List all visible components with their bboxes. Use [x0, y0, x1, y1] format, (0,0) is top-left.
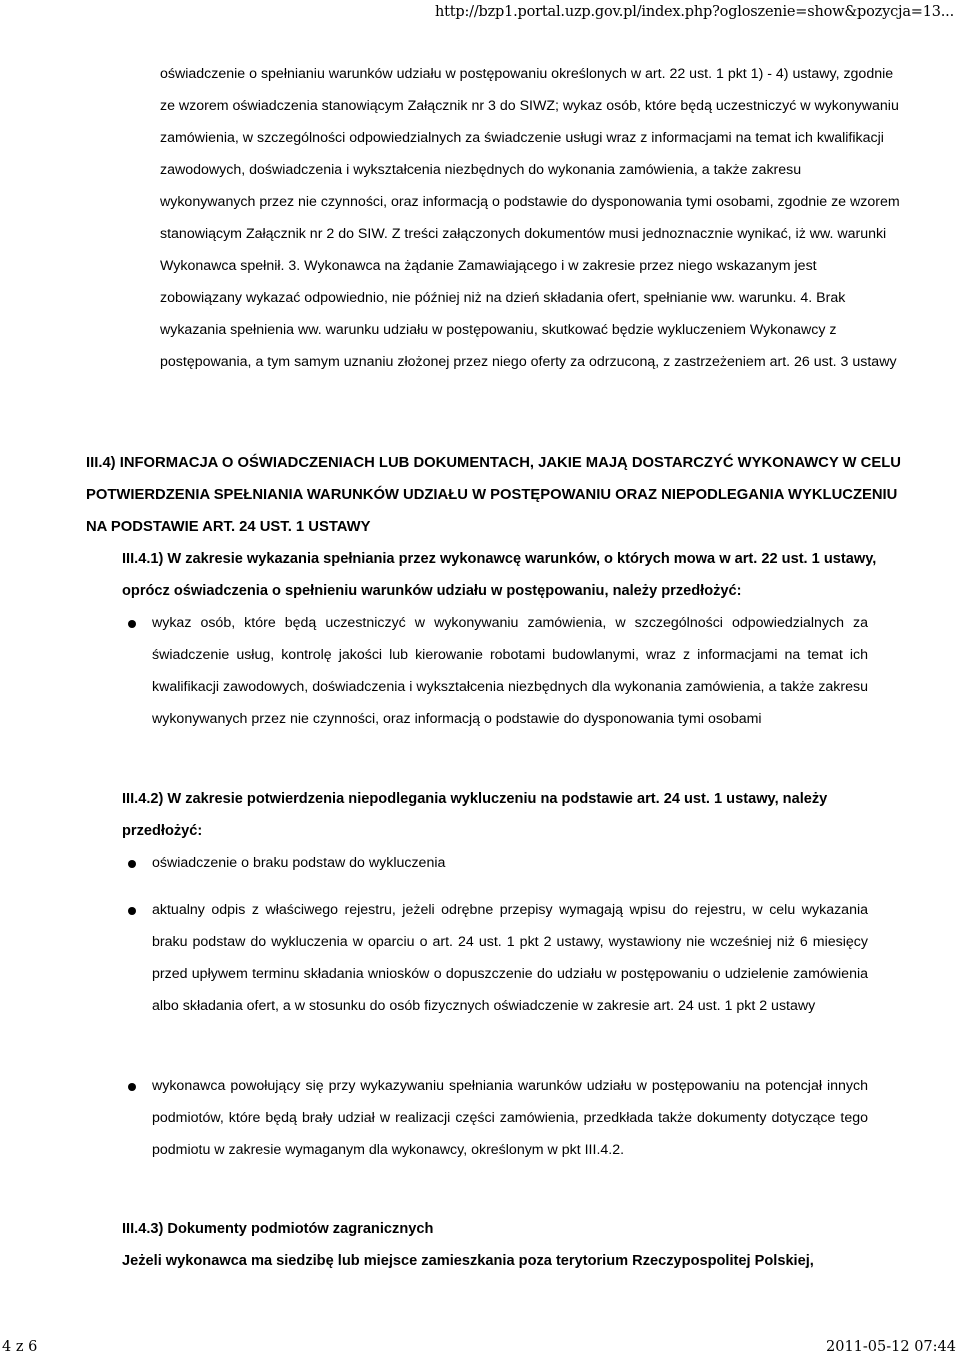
- page-number: 4 z 6: [2, 1339, 38, 1355]
- bullet-icon: [128, 1083, 136, 1091]
- intro-paragraph: oświadczenie o spełnianiu warunków udziału w postępowaniu określonych w art. 22 ust. 1 pkt 1) - 4) ustawy, zgodnie ze wzorem oświadczenia stanowiącym Załącznik nr 3 do SIWZ; wykaz osób, które będą uczestniczyć w wykonywaniu zamówienia, w szczególności odpowiedzialnych za świadczenie usługi wraz z informacjami na temat ich kwalifikacji zawodowych, doświadczenia i wykształcenia niezbędnych do wykonania zamówienia, a także zakresu wykonywanych przez nie czynności, oraz informacją o podstawie do dysponowania tymi osobami, zgodnie ze wzorem stanowiącym Załącznik nr 2 do SIW. Z treści załączonych dokumentów musi jednoznacznie wynikać, iż ww. warunki Wykonawca spełnił. 3. Wykonawca na żądanie Zamawiającego i w zakresie przez niego wskazanym jest zobowiązany wykazać odpowiednio, nie później niż na dzień składania ofert, spełnianie ww. warunku. 4. Brak wykazania spełnienia ww. warunku udziału w postępowaniu, skutkować będzie wykluczeniem Wykonawcy z postępowania, a tym samym uznaniu złożonej przez niego oferty za odrzuconą, z zastrzeżeniem art. 26 ust. 3 ustawy: [160, 66, 900, 370]
- list-item-text: wykaz osób, które będą uczestniczyć w wykonywaniu zamówienia, w szczególności odpowiedzialnych za świadczenie usług, kontrolę jakości lub kierowanie robotami budowlanymi, wraz z informacjami na temat ich kwalifikacji zawodowych, doświadczenia i wykształcenia niezbędnych dla wykonania zamówienia, a także zakresu wykonywanych przez nie czynności, oraz informacją o podstawie do dysponowania tymi osobami: [152, 615, 868, 727]
- subsection-heading-1: III.4.1) W zakresie wykazania spełniania przez wykonawcę warunków, o których mowa w art. 22 ust. 1 ustawy, oprócz oświadczenia o spełnieniu warunków udziału w postępowaniu, należy przedłożyć:: [122, 551, 877, 599]
- list-item-text: aktualny odpis z właściwego rejestru, jeżeli odrębne przepisy wymagają wpisu do rejestru, w celu wykazania braku podstaw do wykluczenia w oparciu o art. 24 ust. 1 pkt 2 ustawy, wystawiony nie wcześniej niż 6 miesięcy przed upływem terminu składania wniosków o dopuszczenie do udziału w postępowaniu o udzielenie zamówienia albo składania ofert, a w stosunku do osób fizycznych oświadczenie w zakresie art. 24 ust. 1 pkt 2 ustawy: [152, 902, 868, 1014]
- print-datetime: 2011-05-12 07:44: [826, 1339, 956, 1355]
- subsection-2-list-a: [128, 847, 868, 879]
- subsection-heading-2: III.4.2) W zakresie potwierdzenia niepodlegania wykluczeniu na podstawie art. 24 ust. 1 ustawy, należy przedłożyć:: [122, 791, 828, 839]
- bullet-icon: [128, 860, 136, 868]
- subsection-1-list: [128, 607, 868, 735]
- list-item-text: oświadczenie o braku podstaw do wykluczenia: [152, 855, 446, 871]
- list-item: [128, 847, 868, 879]
- page-url-header: http://bzp1.portal.uzp.gov.pl/index.php?ogloszenie=show&pozycja=13...: [434, 4, 954, 20]
- list-item: [128, 1070, 868, 1166]
- subsection-2-list-b: [128, 894, 868, 1022]
- list-item-text: wykonawca powołujący się przy wykazywaniu spełniania warunków udziału w postępowaniu na potencjał innych podmiotów, które będą brały udział w realizacji części zamówienia, przedkłada także dokumenty dotyczące tego podmiotu w zakresie wymaganym dla wykonawcy, określonym w pkt III.4.2.: [152, 1078, 868, 1158]
- subsection-heading-3: III.4.3) Dokumenty podmiotów zagranicznych: [122, 1221, 434, 1237]
- bullet-icon: [128, 620, 136, 628]
- subsection-3-text: Jeżeli wykonawca ma siedzibę lub miejsce zamieszkania poza terytorium Rzeczypospolitej Polskiej,: [122, 1253, 814, 1269]
- list-item: [128, 607, 868, 735]
- bullet-icon: [128, 907, 136, 915]
- list-item: [128, 894, 868, 1022]
- subsection-2-list-c: [128, 1070, 868, 1166]
- section-heading: III.4) INFORMACJA O OŚWIADCZENIACH LUB DOKUMENTACH, JAKIE MAJĄ DOSTARCZYĆ WYKONAWCY W CELU POTWIERDZENIA SPEŁNIANIA WARUNKÓW UDZIAŁU W POSTĘPOWANIU ORAZ NIEPODLEGANIA WYKLUCZENIU NA PODSTAWIE ART. 24 UST. 1 USTAWY: [86, 455, 901, 535]
